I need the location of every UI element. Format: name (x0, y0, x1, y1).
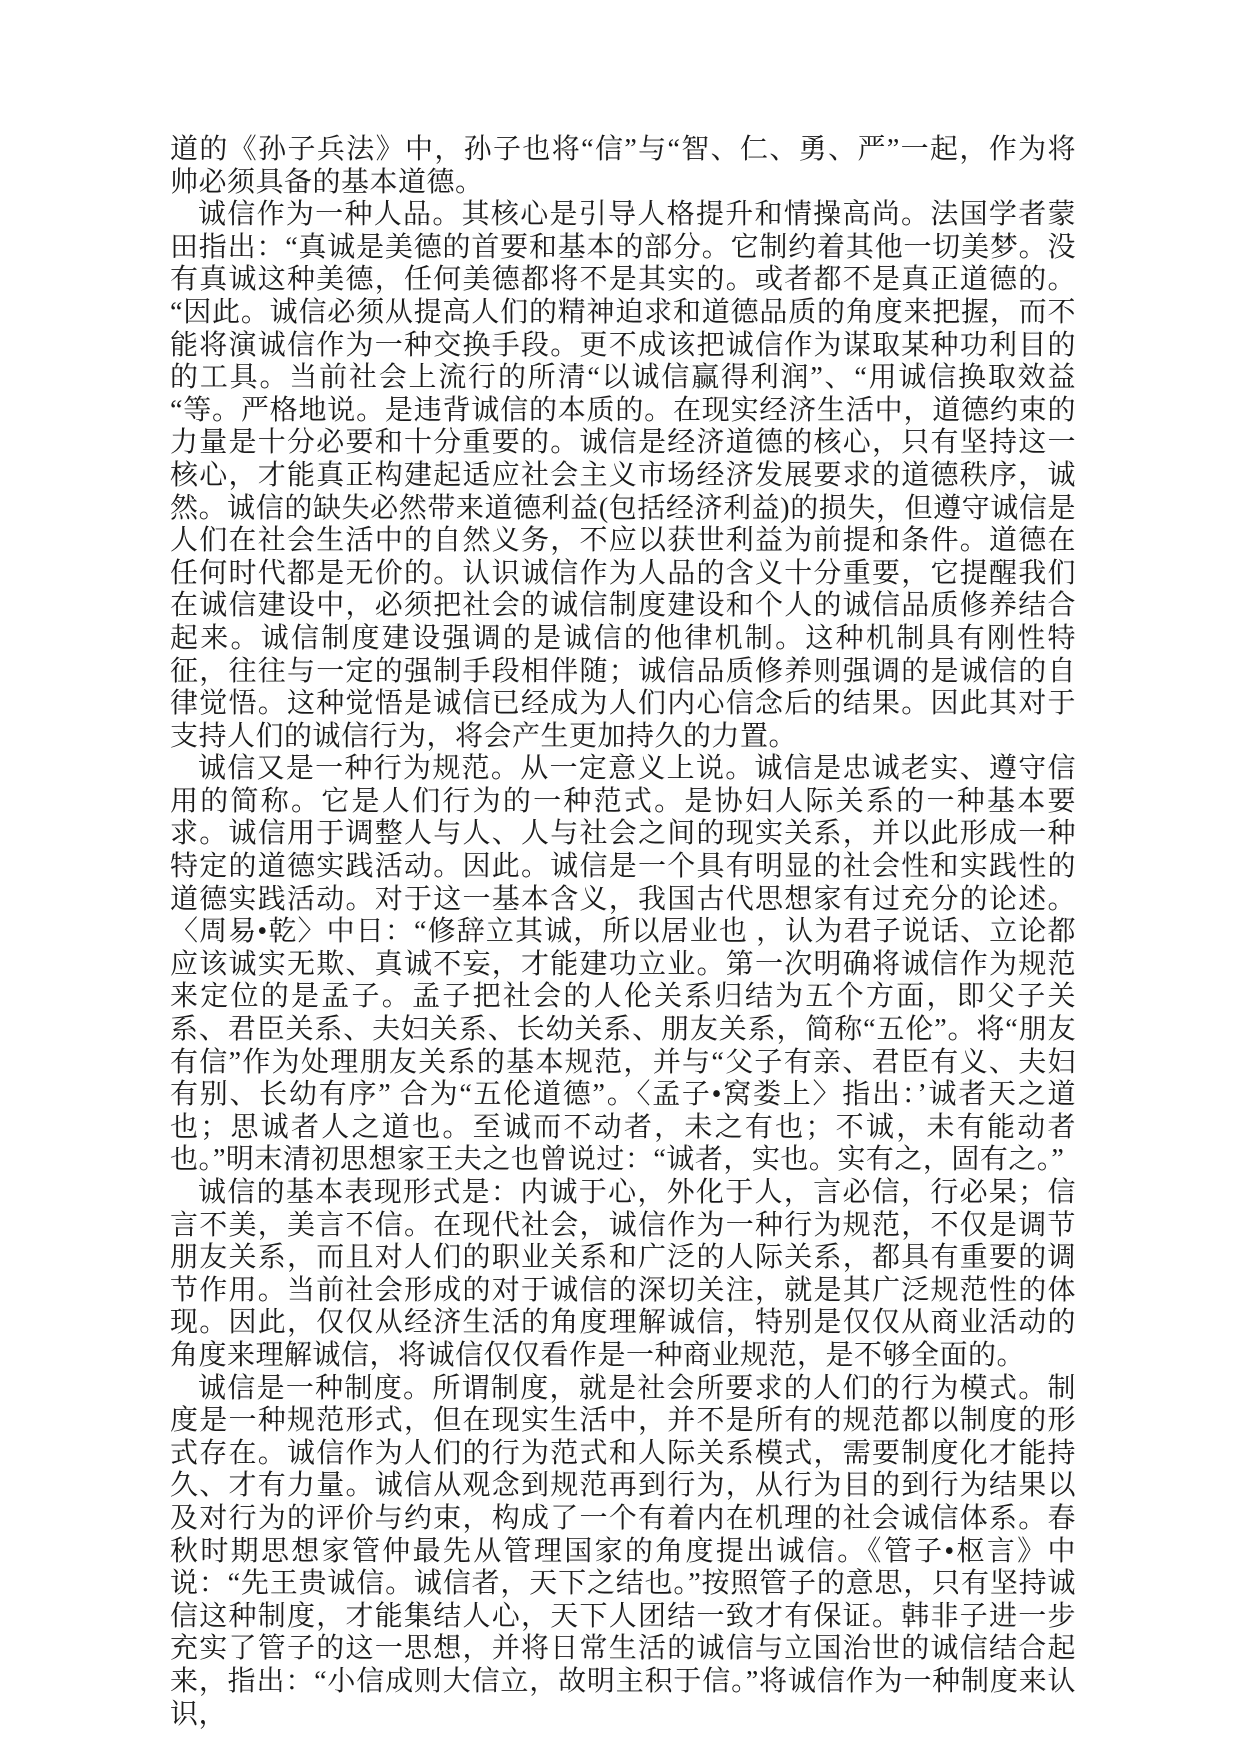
paragraph: 道的《孙子兵法》中，孙子也将“信”与“智、仁、勇、严”一起，作为将帅必须具备的基本道德。 (170, 134, 1076, 198)
paragraph: 诚信作为一种人品。其核心是引导人格提升和情操高尚。法国学者蒙田指出：“真诚是美德的首要和基本的部分。它制约着其他一切美梦。没有真诚这种美德，任何美德都将不是其实的。或者都不是真正道德的。“因此。诚信必须从提高人们的精神迫求和道德品质的角度来把握，而不能将演诚信作为一种交换手段。更不成该把诚信作为谋取某种功利目的的工具。当前社会上流行的所清“以诚信赢得利润”、“用诚信换取效益“等。严格地说。是违背诚信的本质的。在现实经济生活中，道德约束的力量是十分必要和十分重要的。诚信是经济道德的核心，只有坚持这一核心，才能真正构建起适应社会主义市场经济发展要求的道德秩序，诚然。诚信的缺失必然带来道德利益(包括经济利益)的损失，但遵守诚信是人们在社会生活中的自然义务，不应以获世利益为前提和条件。道德在任何时代都是无价的。认识诚信作为人品的含义十分重要，它提醒我们在诚信建设中，必须把社会的诚信制度建设和个人的诚信品质修养结合起来。诚信制度建设强调的是诚信的他律机制。这种机制具有刚性特征，往往与一定的强制手段相伴随；诚信品质修养则强调的是诚信的自 律觉悟。这种觉悟是诚信已经成为人们内心信念后的结果。因此其对于支持人们的诚信行为，将会产生更加持久的力置。 (170, 199, 1076, 752)
paragraph: 诚信的基本表现形式是：内诚于心，外化于人，言必信，行必杲；信言不美，美言不信。在现代社会，诚信作为一种行为规范，不仅是调节朋友关系，而且对人们的职业关系和广泛的人际关系，都具有重要的调节作用。当前社会形成的对于诚信的深切关注，就是其广泛规范性的体现。因此，仅仅从经济生活的角度理解诚信，特别是仅仅从商业活动的角度来理解诚信，将诚信仅仅看作是一种商业规范，是不够全面的。 (170, 1177, 1076, 1371)
paragraph: 诚信是一种制度。所谓制度，就是社会所要求的人们的行为模式。制度是一种规范形式，但在现实生活中，并不是所有的规范都以制度的形式存在。诚信作为人们的行为范式和人际关系模式，需要制度化才能持久、才有力量。诚信从观念到规范再到行为，从行为目的到行为结果以及对行为的评价与约束，构成了一个有着内在机理的社会诚信体系。春秋时期思想家管仲最先从管理国家的角度提出诚信。《管子•枢言》中说：“先王贵诚信。诚信者，天下之结也。”按照管子的意思，只有坚持诚信这种制度，才能集结人心，天下人团结一致才有保证。韩非子进一步充实了管子的这一思想，并将日常生活的诚信与立国治世的诚信结合起来，指出：“小信成则大信立，故明主积于信。”将诚信作为一种制度来认识， (170, 1372, 1076, 1730)
paragraph: 诚信又是一种行为规范。从一定意义上说。诚信是忠诚老实、遵守信用的简称。它是人们行为的一种范式。是协妇人际关系的一种基本要求。诚信用于调整人与人、人与社会之间的现实关系，并以此形成一种特定的道德实践活动。因此。诚信是一个具有明显的社会性和实践性的道德实践活动。对于这一基本含义，我国古代思想家有过充分的论述。〈周易•乾〉中日：“修辞立其诚，所以居业也 ，认为君子说话、立论都应该诚实无欺、真诚不妄，才能建功立业。第一次明确将诚信作为规范来定位的是孟子。孟子把社会的人伦关系归结为五个方面，即父子关系、君臣关系、夫妇关系、长幼关系、朋友关系，简称“五伦”。将“朋友有信”作为处理朋友关系的基本规范，并与“父子有亲、君臣有义、夫妇有别、长幼有序” 合为“五伦道德”。〈孟子•窝娄上〉指出：’诚者天之道也；思诚者人之道也。至诚而不动者，未之有也；不诚，未有能动者也。”明末清初思想家王夫之也曾说过：“诚者，实也。实有之，固有之。” (170, 753, 1076, 1176)
text-block (170, 134, 1076, 1731)
